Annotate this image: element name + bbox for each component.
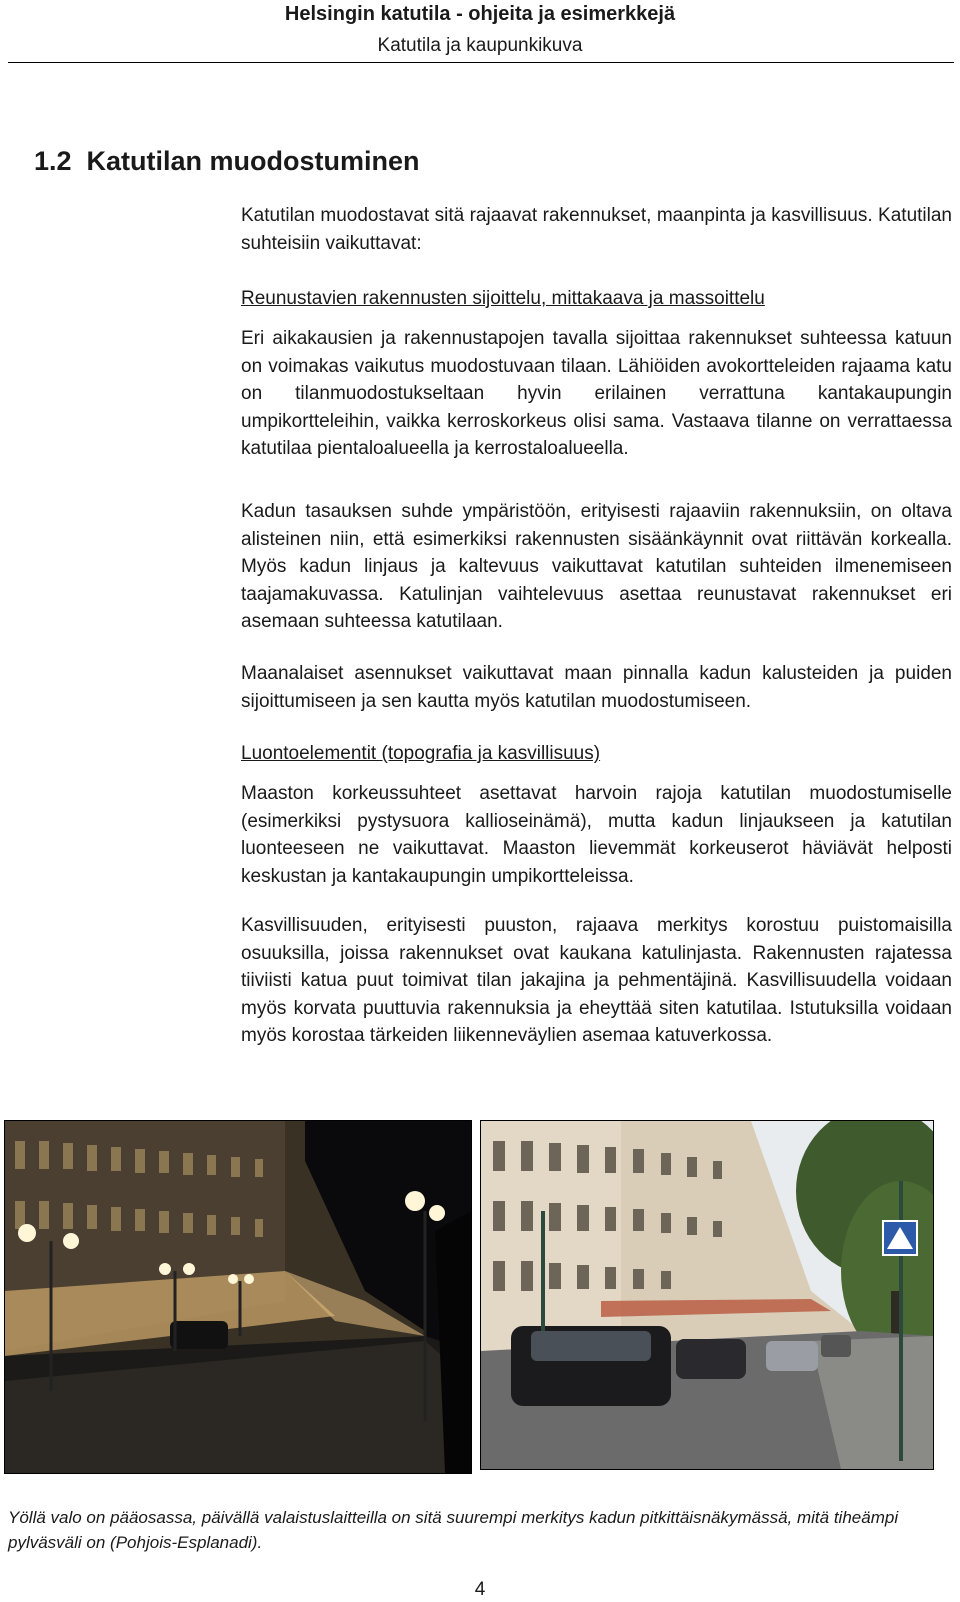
page-number: 4 xyxy=(474,1579,486,1600)
paragraph-nature-2: Kasvillisuuden, erityisesti puuston, rajaava merkitys korostuu puistomaisilla osuuksilla, joissa rakennukset ovat kaukana katulinjasta. Rakennusten rajatessa tiiviisti katua puut toimivat tilan jakajina ja pehmentäjinä. Kasvillisuudella voidaan myös korvata puuttuvia rakennuksia ja eheyttää siten katutilaa. Istutuksilla voidaan myös korostaa tärkeiden liikenneväylien asemaa katuverkossa. xyxy=(241,915,952,1046)
paragraph-buildings-2: Kadun tasauksen suhde ympäristöön, erityisesti rajaaviin rakennuksiin, on oltava alisteinen niin, että esimerkiksi rakennusten sisäänkäynnit ovat riittävän korkealla. Myös kadun linjaus ja kaltevuus vaikuttavat katutilan suhteiden ilmenemiseen taajamakuvassa. Katulinjan vaihtelevuus asettaa reunustavat rakennukset eri asemaan suhteessa katutilaan. xyxy=(241,501,952,632)
header-divider xyxy=(8,62,954,63)
night-street-illustration xyxy=(5,1121,471,1473)
paragraph-nature-1: Maaston korkeussuhteet asettavat harvoin rajoja katutilan muodostumiselle (esimerkiksi pystysuora kallioseinämä), mutta kadun linjaukseen ja katutilan luonteeseen ne vaikuttavat. Maaston lievemmät korkeuserot häviävät helposti keskustan ja kantakaupungin umpikortteleissa. xyxy=(241,783,952,887)
document-title: Helsingin katutila - ohjeita ja esimerkkejä xyxy=(284,3,676,25)
night-street-photo xyxy=(4,1120,472,1474)
document-subtitle: Katutila ja kaupunkikuva xyxy=(377,35,583,56)
figure-caption: Yöllä valo on pääosassa, päivällä valaistuslaitteilla on sitä suurempi merkitys kadun pitkittäisnäkymässä, mitä tiheämpi pylväsväli on (Pohjois-Esplanadi). xyxy=(8,1508,899,1552)
paragraph-buildings-1: Eri aikakausien ja rakennustapojen tavalla sijoittaa rakennukset suhteessa katuun on voimakas vaikutus muodostuvaan tilaan. Lähiöiden avokortteleiden rajaama katu on tilanmuodostukseltaan hyvin erilainen verrattuna kantakaupungin umpikortteleihin, vaikka kerroskorkeus olisi sama. Vastaava tilanne on verrattaessa katutilaa pientaloalueella ja kerrostaloalueella. xyxy=(241,328,952,459)
day-street-illustration xyxy=(481,1121,933,1469)
intro-paragraph: Katutilan muodostavat sitä rajaavat rakennukset, maanpinta ja kasvillisuus. Katutilan suhteisiin vaikuttavat: xyxy=(241,205,952,254)
day-street-photo xyxy=(480,1120,934,1470)
subheading-nature: Luontoelementit (topografia ja kasvillisuus) xyxy=(241,743,601,764)
section-heading: 1.2 Katutilan muodostuminen xyxy=(34,146,420,176)
paragraph-buildings-3: Maanalaiset asennukset vaikuttavat maan pinnalla kadun kalusteiden ja puiden sijoittumiseen ja sen kautta myös katutilan muodostumiseen. xyxy=(241,663,952,712)
subheading-buildings: Reunustavien rakennusten sijoittelu, mittakaava ja massoittelu xyxy=(241,288,765,309)
